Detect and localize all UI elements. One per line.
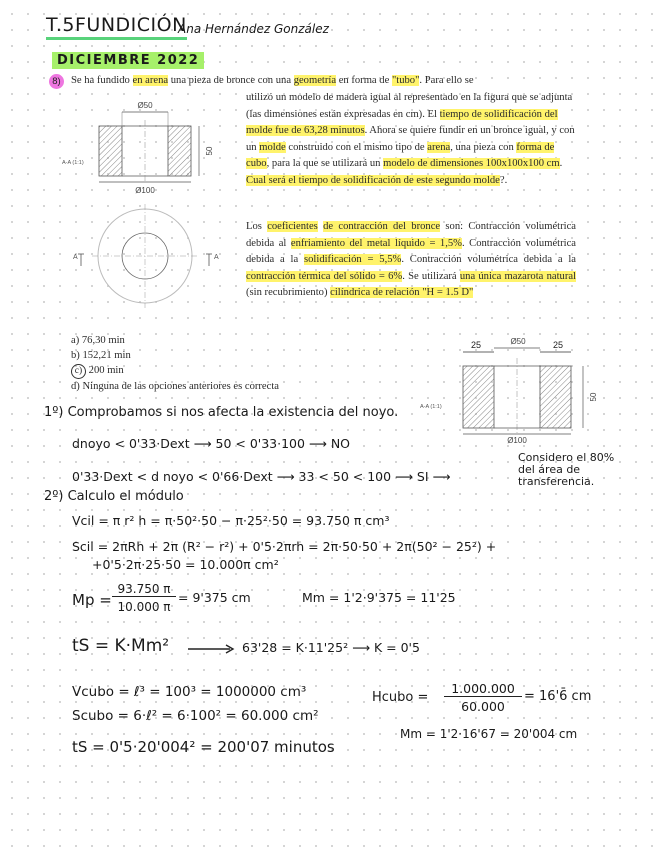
page-title: T.5FUNDICIÓN xyxy=(46,14,187,36)
highlighted-text: "tubo" xyxy=(391,75,420,86)
text-segment: , una pieza con xyxy=(450,141,517,153)
eq-noyo-range: 0'33·Dext < d noyo < 0'66·Dext ⟶ 33 < 50 < 100 ⟶ SI ⟶ xyxy=(72,469,451,484)
eq-mm-cylinder: Mm = 1'2·9'375 = 11'25 xyxy=(302,590,456,605)
text-segment: ?. xyxy=(499,174,508,186)
highlighted-text: contracción térmica del sólido = 6% xyxy=(246,270,403,282)
answer-option xyxy=(71,348,279,363)
hcubo-result: = 16'6̄ cm xyxy=(524,689,592,704)
date-label: DICIEMBRE 2022 xyxy=(52,52,204,69)
problem-text-paragraph2 xyxy=(246,219,576,302)
dim-height-2: 50 xyxy=(589,392,598,402)
problem-text-line1 xyxy=(71,73,577,90)
dim-height: 50 xyxy=(205,146,214,156)
dim-outer-diameter: Ø100 xyxy=(135,186,155,195)
question-number-badge: 8) xyxy=(49,74,64,89)
eq-volume-cube: Vcubo = ℓ³ = 100³ = 1000000 cm³ xyxy=(72,684,307,700)
text-segment: . Contracción volumétrica debida a la xyxy=(401,254,576,265)
text-segment: utilizó un modelo de madera igual al representado en la figura que se adjunta (las dimensiones están expresadas en cm). El xyxy=(246,92,573,120)
highlighted-text: coeficientes xyxy=(267,221,318,232)
option-letter: d) xyxy=(71,381,80,392)
eq-surface-cylinder-2: +0'5·2π·25·50 = 10.000π cm² xyxy=(92,557,279,572)
section-label-2: A-A (1:1) xyxy=(420,404,442,410)
option-letter: a) xyxy=(71,335,80,346)
highlighted-text: cilíndrica de relación "H = 1.5 D" xyxy=(330,287,474,298)
highlighted-text: arena xyxy=(427,141,451,153)
highlighted-text: en arena xyxy=(132,75,169,86)
hcubo-denominator: 60.000 xyxy=(461,699,505,714)
hcubo-label: Hcubo = xyxy=(372,690,429,705)
text-segment: . xyxy=(559,158,563,169)
dim-wall-right: 25 xyxy=(552,340,564,350)
text-segment: en forma de xyxy=(336,75,392,86)
annotated-section-figure xyxy=(418,330,608,445)
text-segment: Se ha fundido xyxy=(71,75,133,86)
text-segment: . Se utilizará xyxy=(402,270,460,282)
text-segment: son: Contracción volumétrica debida al xyxy=(246,221,576,249)
text-segment: una pieza de bronce con una xyxy=(168,75,294,86)
mp-denominator: 10.000 π xyxy=(117,600,171,614)
text-segment: , para la que se utilizará un xyxy=(266,158,384,169)
option-text: 200 min xyxy=(86,365,124,376)
option-text: Ninguna de las opciones anteriores es correcta xyxy=(79,381,279,392)
option-letter: c) xyxy=(71,364,86,379)
eq-ts-final: tS = 0'5·20'004² = 200'07 minutos xyxy=(72,738,335,756)
solution-step1: 1º) Comprobamos si nos afecta la existencia del noyo. xyxy=(44,405,399,420)
eq-surface-cylinder-1: Scil = 2πRh + 2π (R² − r²) + 0'5·2πrh = 2π·50·50 + 2π(50² − 25²) + xyxy=(72,539,497,554)
text-segment: . Para ello se xyxy=(419,75,474,86)
option-text: 76,30 min xyxy=(79,335,125,346)
eq-noyo-check: dnoyo < 0'33·Dext ⟶ 50 < 0'33·100 ⟶ NO xyxy=(72,436,351,451)
problem-text-paragraph1 xyxy=(246,90,576,189)
eq-mm-cube: Mm = 1'2·16'67 = 20'004 cm xyxy=(400,727,578,741)
dim-outer-diameter-2: Ø100 xyxy=(507,436,527,445)
text-segment: construido con el mismo tipo de xyxy=(285,141,428,153)
text-segment: Los xyxy=(246,221,268,232)
eq-ts-formula: tS = K·Mm² xyxy=(72,636,170,656)
text-segment: . Ahora se quiere fundir en un bronce igual, y con un xyxy=(246,125,575,153)
highlighted-text: Cual será el tiempo de solidificación de este segundo molde xyxy=(246,174,500,186)
mp-numerator: 93.750 π xyxy=(112,582,176,597)
highlighted-text: tiempo de solidificación del molde fue de 63,28 minutos xyxy=(246,108,558,136)
highlighted-text: de contracción del bronce xyxy=(323,221,441,232)
answer-option xyxy=(71,363,279,379)
answer-options xyxy=(71,333,279,394)
dim-wall-left: 25 xyxy=(470,340,482,350)
highlighted-text: forma de cubo xyxy=(246,141,555,169)
answer-option xyxy=(71,333,279,348)
hcubo-numerator: 1.000.000 xyxy=(444,681,522,697)
dim-inner-diameter-2: Ø50 xyxy=(510,337,526,346)
answer-option xyxy=(71,379,279,394)
highlighted-text: enfriamiento del metal líquido = 1,5% xyxy=(290,237,462,249)
author-name: Ana Hernández González xyxy=(178,22,329,36)
section-marker-left: A xyxy=(73,254,78,261)
text-segment: (sin recubrimiento) xyxy=(246,287,331,298)
tube-section-figure xyxy=(62,96,237,321)
highlighted-text: geometría xyxy=(293,75,337,86)
option-letter: b) xyxy=(71,350,80,361)
highlighted-text: una única mazarota natural xyxy=(459,270,576,282)
eq-surface-cube: Scubo = 6·ℓ² = 6·100² = 60.000 cm² xyxy=(72,708,319,724)
section-marker-right: A xyxy=(214,254,219,261)
highlighted-text: modelo de dimensiones 100x100x100 cm xyxy=(383,158,560,169)
highlighted-text: solidificación = 5,5% xyxy=(304,254,402,265)
eq-volume-cylinder: Vcil = π r² h = π·50²·50 − π·25²·50 = 93.750 π cm³ xyxy=(72,513,390,528)
text-segment: . Contracción volumétrica debida a la xyxy=(246,237,576,265)
solution-step2: 2º) Calculo el módulo xyxy=(44,489,184,504)
side-note: Considero el 80% del área de transferencia. xyxy=(518,451,615,488)
section-label: A-A (1:1) xyxy=(62,160,84,166)
eq-ts-constant: 63'28 = K·11'25² ⟶ K = 0'5 xyxy=(242,640,420,655)
highlighted-text: molde xyxy=(259,141,286,153)
option-text: 152,21 min xyxy=(79,350,131,361)
mp-result: = 9'375 cm xyxy=(178,590,251,605)
mp-label: Mp = xyxy=(72,591,112,609)
arrow-icon xyxy=(186,644,236,654)
dim-inner-diameter: Ø50 xyxy=(137,101,153,110)
